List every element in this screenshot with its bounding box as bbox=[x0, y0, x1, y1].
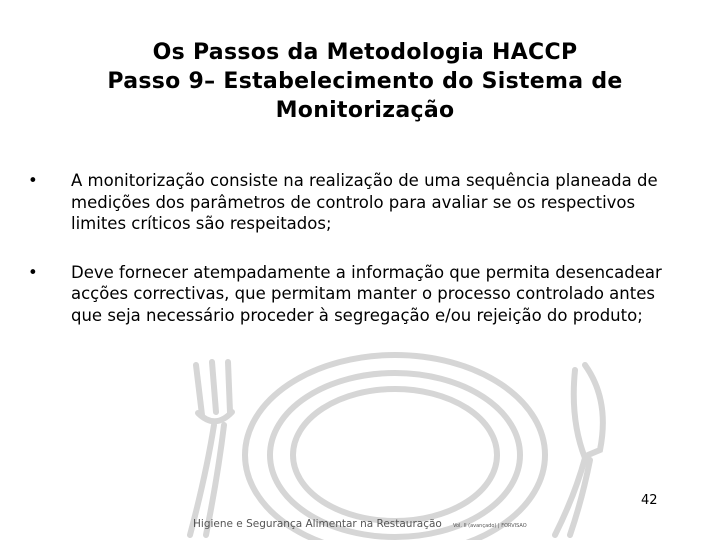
bullet-item bbox=[28, 170, 688, 235]
footer bbox=[193, 512, 533, 530]
footer-subtext: Vol. II (avançado) | FORVISAO bbox=[452, 523, 527, 529]
bullet-text: A monitorização consiste na realização de uma sequência planeada de medições dos parâmetros de controlo para avaliar se os respectivos limites críticos são respeitados; bbox=[71, 171, 658, 233]
title-line-2: Passo 9– Estabelecimento do Sistema de bbox=[107, 69, 623, 94]
slide-title bbox=[40, 38, 690, 125]
bullet-text: Deve fornecer atempadamente a informação que permita desencadear acções correctivas, que permitam manter o processo controlado antes que seja necessário proceder à segregação e/ou rejeição do produto; bbox=[71, 262, 662, 325]
title-line-1: Os Passos da Metodologia HACCP bbox=[152, 40, 578, 65]
bullet-marker: • bbox=[28, 171, 38, 190]
title-line-3: Monitorização bbox=[275, 98, 455, 123]
bullet-marker: • bbox=[28, 262, 38, 282]
footer-text: Higiene e Segurança Alimentar na Restauração bbox=[193, 518, 442, 530]
bullet-item bbox=[28, 262, 688, 327]
bullet-list bbox=[28, 170, 688, 326]
page-number: 42 bbox=[641, 493, 658, 508]
